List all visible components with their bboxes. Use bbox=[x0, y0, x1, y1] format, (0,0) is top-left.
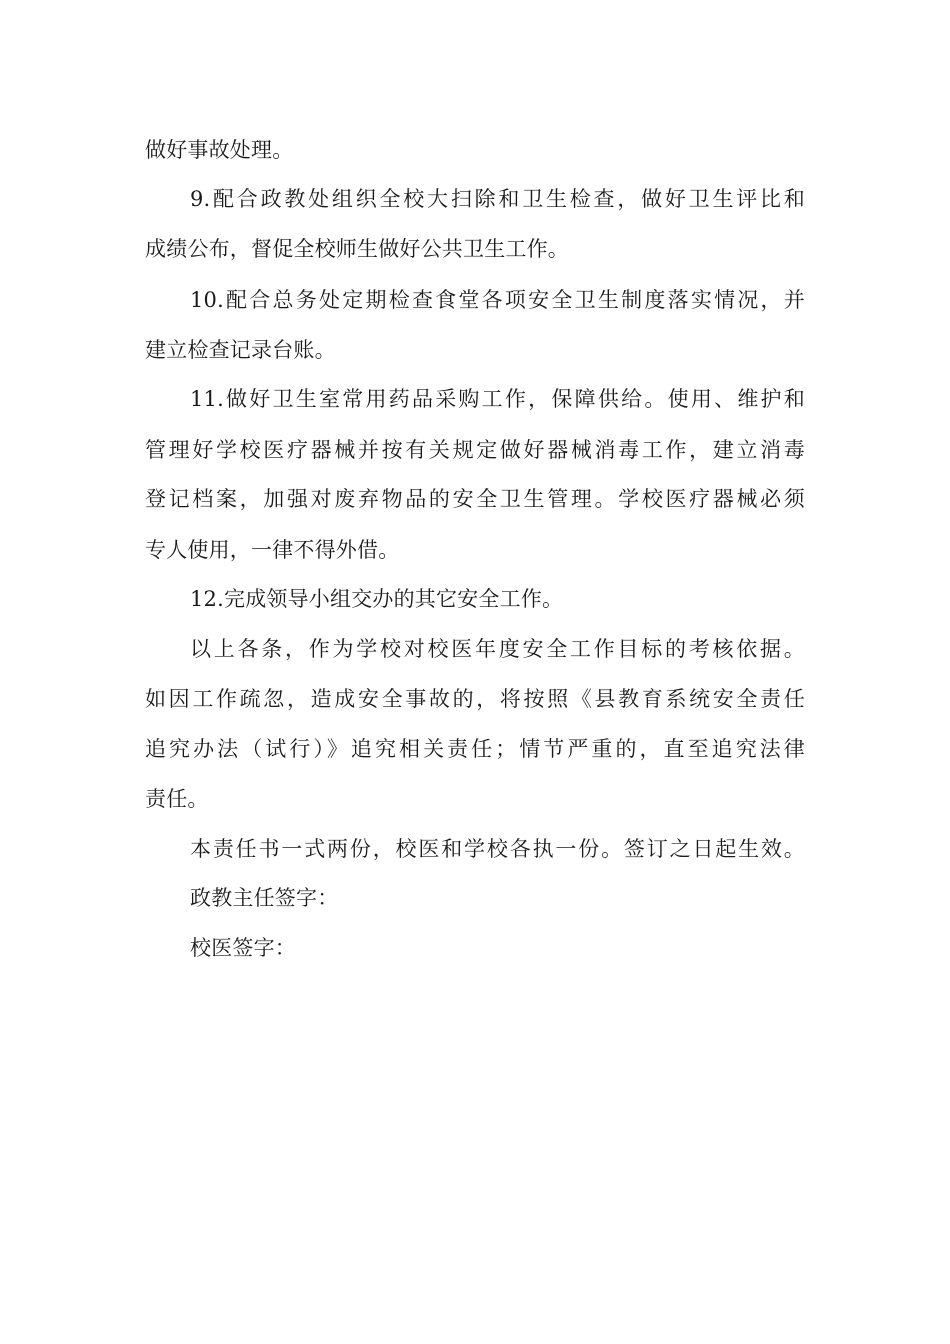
doctor-signature-label: 校医签字： bbox=[190, 936, 296, 960]
text-line: 做好事故处理。 bbox=[145, 138, 294, 162]
director-signature-label: 政教主任签字： bbox=[190, 886, 339, 910]
clause-9-line-1: 9.配合政教处组织全校大扫除和卫生检查，做好卫生评比和 bbox=[190, 187, 805, 211]
clause-11-line-3: 登记档案，加强对废弃物品的安全卫生管理。学校医疗器械必须 bbox=[145, 487, 805, 511]
clause-10-line-2: 建立检查记录台账。 bbox=[145, 338, 336, 362]
clause-11-line-2: 管理好学校医疗器械并按有关规定做好器械消毒工作，建立消毒 bbox=[145, 438, 805, 462]
summary-line-2: 如因工作疏忽，造成安全事故的，将按照《县教育系统安全责任 bbox=[145, 687, 805, 711]
clause-9-line-2: 成绩公布，督促全校师生做好公共卫生工作。 bbox=[145, 237, 569, 261]
clause-11-line-4: 专人使用，一律不得外借。 bbox=[145, 538, 400, 562]
clause-12-line-1: 12.完成领导小组交办的其它安全工作。 bbox=[190, 587, 564, 611]
summary-line-4: 责任。 bbox=[145, 787, 209, 811]
clause-10-line-1: 10.配合总务处定期检查食堂各项安全卫生制度落实情况，并 bbox=[190, 288, 805, 312]
clause-11-line-1: 11.做好卫生室常用药品采购工作，保障供给。使用、维护和 bbox=[190, 387, 805, 411]
summary-line-3: 追究办法（试行）》追究相关责任；情节严重的，直至追究法律 bbox=[145, 737, 805, 761]
summary-line-1: 以上各条，作为学校对校医年度安全工作目标的考核依据。 bbox=[190, 637, 805, 661]
validity-line: 本责任书一式两份，校医和学校各执一份。签订之日起生效。 bbox=[190, 837, 805, 861]
